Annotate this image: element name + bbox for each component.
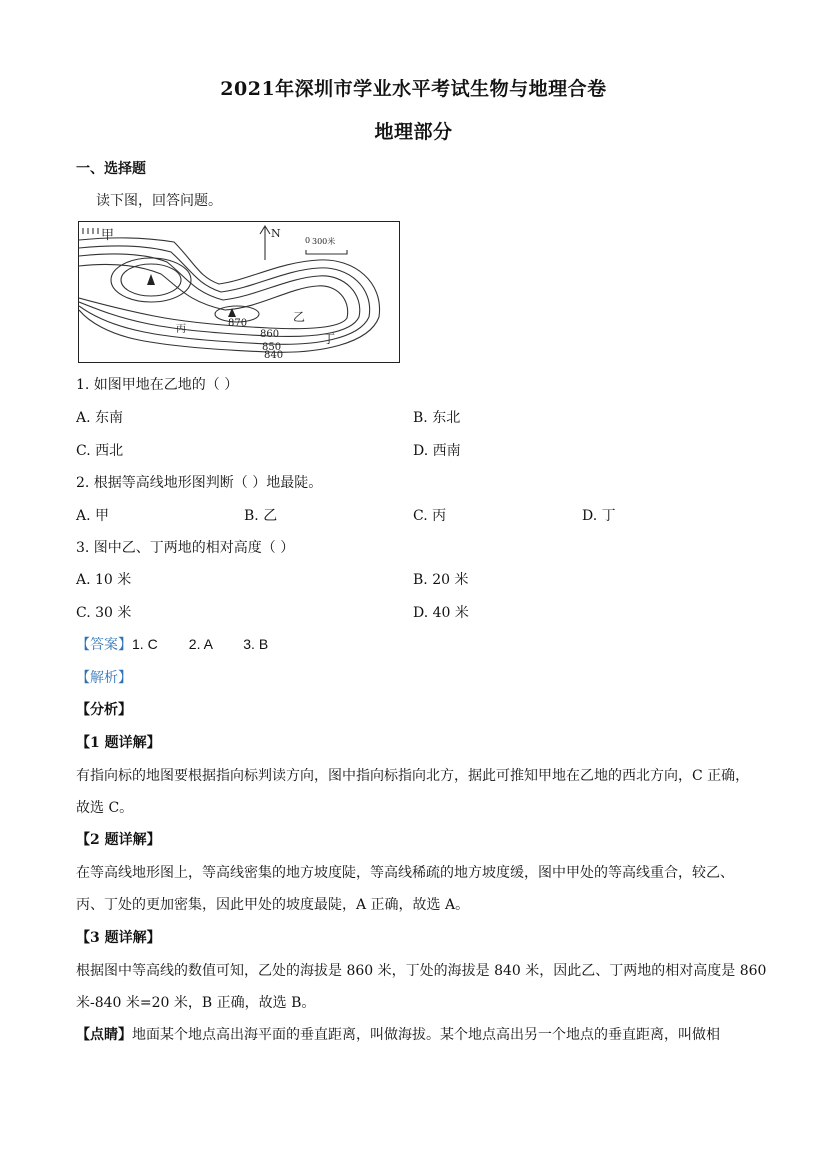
detail-2-heading: 【2 题详解】	[76, 832, 161, 848]
note-tag: 【点睛】	[76, 1027, 132, 1043]
question-1-option-a: A. 东南	[76, 410, 124, 426]
question-1-option-c: C. 西北	[76, 443, 124, 459]
contour-label-870: 870	[228, 318, 248, 329]
contour-label-840: 840	[264, 350, 284, 361]
answer-line	[76, 634, 268, 654]
detail-1-line-1: 有指向标的地图要根据指向标判读方向，图中指向标指向北方，据此可推知甲地在乙地的西北方向，C 正确，	[76, 768, 750, 784]
contour-label-860: 860	[260, 329, 280, 340]
question-1-option-d: D. 西南	[413, 443, 461, 459]
question-3-option-b: B. 20 米	[413, 572, 469, 588]
answer-values: 1. C 2. A 3. B	[132, 636, 269, 652]
answer-tag: 【答案】	[76, 637, 132, 653]
question-2-stem: 2. 根据等高线地形图判断（ ）地最陡。	[76, 475, 323, 491]
contour-lines	[79, 222, 399, 362]
question-2-option-d: D. 丁	[582, 508, 616, 524]
note-text: 地面某个地点高出海平面的垂直距离，叫做海拔。某个地点高出另一个地点的垂直距离，叫做相	[132, 1027, 720, 1043]
detail-1-heading: 【1 题详解】	[76, 735, 161, 751]
question-1-option-b: B. 东北	[413, 410, 461, 426]
page-title: 2021年深圳市学业水平考试生物与地理合卷	[220, 78, 607, 100]
scale-zero-label: 0	[305, 236, 311, 245]
detail-1-line-2: 故选 C。	[76, 800, 134, 816]
map-label-yi: 乙	[293, 310, 306, 324]
question-2-option-a: A. 甲	[76, 508, 110, 524]
question-3-option-d: D. 40 米	[413, 605, 469, 621]
analysis-heading: 【分析】	[76, 702, 132, 718]
detail-2-line-2: 丙、丁处的更加密集，因此甲处的坡度最陡，A 正确，故选 A。	[76, 897, 470, 913]
map-label-jia: 甲	[101, 228, 115, 243]
question-intro: 读下图，回答问题。	[96, 193, 222, 209]
contour-label-850: 850	[262, 342, 282, 353]
detail-3-line-2: 米-840 米=20 米，B 正确，故选 B。	[76, 995, 316, 1011]
question-1-stem: 1. 如图甲地在乙地的（ ）	[76, 377, 239, 393]
question-3-option-a: A. 10 米	[76, 572, 132, 588]
north-label: N	[271, 227, 281, 240]
question-2-option-b: B. 乙	[244, 508, 278, 524]
map-label-ding: 丁	[323, 332, 336, 346]
question-2-option-c: C. 丙	[413, 508, 447, 524]
contour-map	[78, 221, 400, 363]
map-label-bing: 丙	[176, 324, 186, 335]
detail-3-line-1: 根据图中等高线的数值可知，乙处的海拔是 860 米，丁处的海拔是 840 米，因此乙、丁两地的相对高度是 860	[76, 963, 767, 979]
page-subtitle: 地理部分	[374, 121, 453, 143]
detail-2-line-1: 在等高线地形图上，等高线密集的地方坡度陡，等高线稀疏的地方坡度缓，图中甲处的等高线重合，较乙、	[76, 865, 734, 881]
scale-distance-label: 300米	[312, 237, 336, 246]
analysis-tag: 【解析】	[76, 670, 132, 686]
note-line	[76, 1024, 720, 1044]
section-heading: 一、选择题	[76, 161, 146, 177]
detail-3-heading: 【3 题详解】	[76, 930, 161, 946]
question-3-option-c: C. 30 米	[76, 605, 132, 621]
question-3-stem: 3. 图中乙、丁两地的相对高度（ ）	[76, 540, 295, 556]
